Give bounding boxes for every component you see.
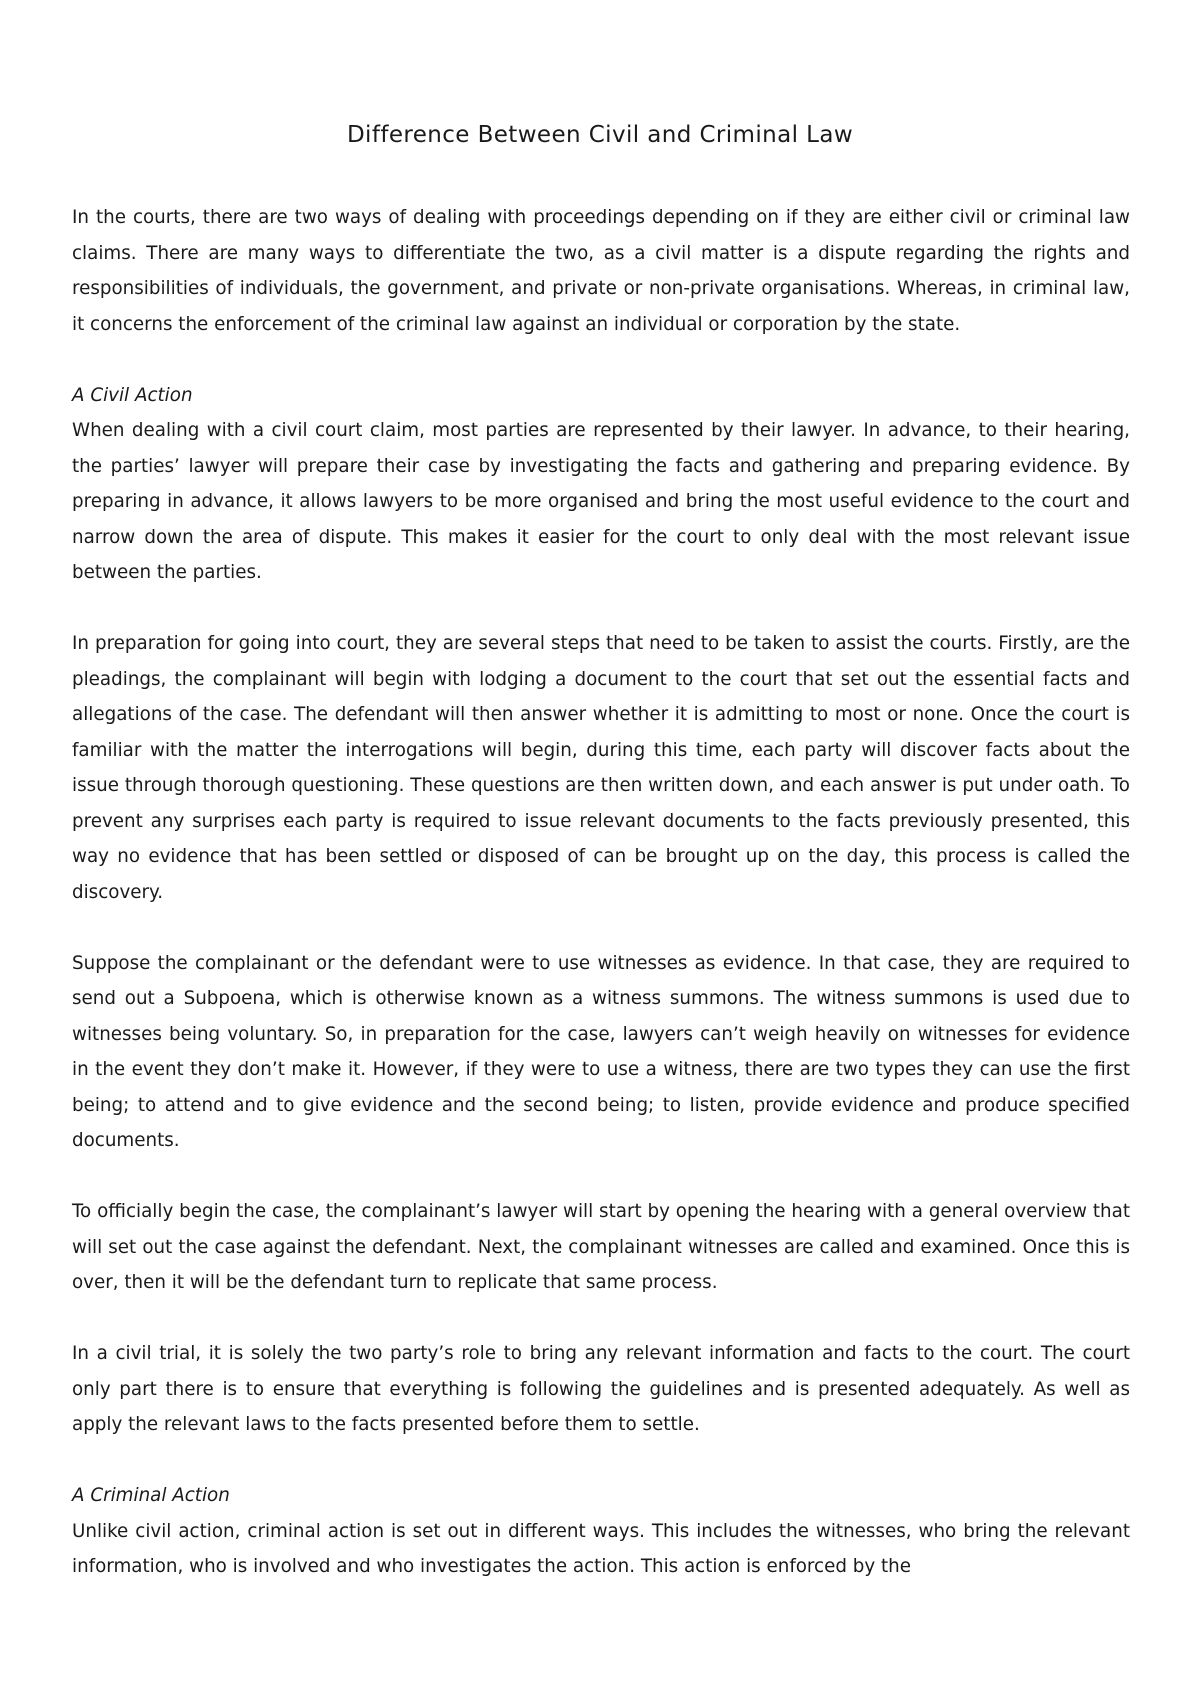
- civil-paragraph: When dealing with a civil court claim, most parties are represented by their lawyer. In advance, to their hearing, the parties’ lawyer will prepare their case by investigating the facts and gathering and preparing evidence. By preparing in advance, it allows lawyers to be more organised and bring the most useful evidence to the court and narrow down the area of dispute. This makes it easier for the court to only deal with the most relevant issue between the parties.: [72, 420, 1130, 583]
- civil-paragraph: In preparation for going into court, they are several steps that need to be taken to assist the courts. Firstly, are the pleadings, the complainant will begin with lodging a document to the court that set out the essential facts and allegations of the case. The defendant will then answer whether it is admitting to most or none. Once the court is familiar with the matter the interrogations will begin, during this time, each party will discover facts about the issue through thorough questioning. These questions are then written down, and each answer is put under oath. To prevent any surprises each party is required to issue relevant documents to the facts previously presented, this way no evidence that has been settled or disposed of can be brought up on the day, this process is called the discovery.: [72, 633, 1130, 903]
- document-body: [72, 200, 1130, 1585]
- document-title: Difference Between Civil and Criminal Law: [346, 122, 854, 148]
- criminal-paragraph: Unlike civil action, criminal action is set out in different ways. This includes the witnesses, who bring the relevant information, who is involved and who investigates the action. This action is enforced by the: [72, 1520, 1130, 1577]
- civil-paragraph: In a civil trial, it is solely the two party’s role to bring any relevant information and facts to the court. The court only part there is to ensure that everything is following the guidelines and is presented adequately. As well as apply the relevant laws to the facts presented before them to settle.: [72, 1343, 1130, 1435]
- intro-paragraph: In the courts, there are two ways of dealing with proceedings depending on if they are either civil or criminal law claims. There are many ways to differentiate the two, as a civil matter is a dispute regarding the rights and responsibilities of individuals, the government, and private or non-private organisations. Whereas, in criminal law, it concerns the enforcement of the criminal law against an individual or corporation by the state.: [72, 207, 1130, 335]
- section-heading-civil: A Civil Action: [72, 384, 193, 406]
- section-heading-criminal: A Criminal Action: [72, 1485, 230, 1506]
- civil-paragraph: Suppose the complainant or the defendant were to use witnesses as evidence. In that case, they are required to send out a Subpoena, which is otherwise known as a witness summons. The witness summons is used due to witnesses being voluntary. So, in preparation for the case, lawyers can’t weigh heavily on witnesses for evidence in the event they don’t make it. However, if they were to use a witness, there are two types they can use the first being; to attend and to give evidence and the second being; to listen, provide evidence and produce specified documents.: [72, 952, 1130, 1151]
- civil-paragraph: To officially begin the case, the complainant’s lawyer will start by opening the hearing with a general overview that will set out the case against the defendant. Next, the complainant witnesses are called and examined. Once this is over, then it will be the defendant turn to replicate that same process.: [72, 1201, 1130, 1293]
